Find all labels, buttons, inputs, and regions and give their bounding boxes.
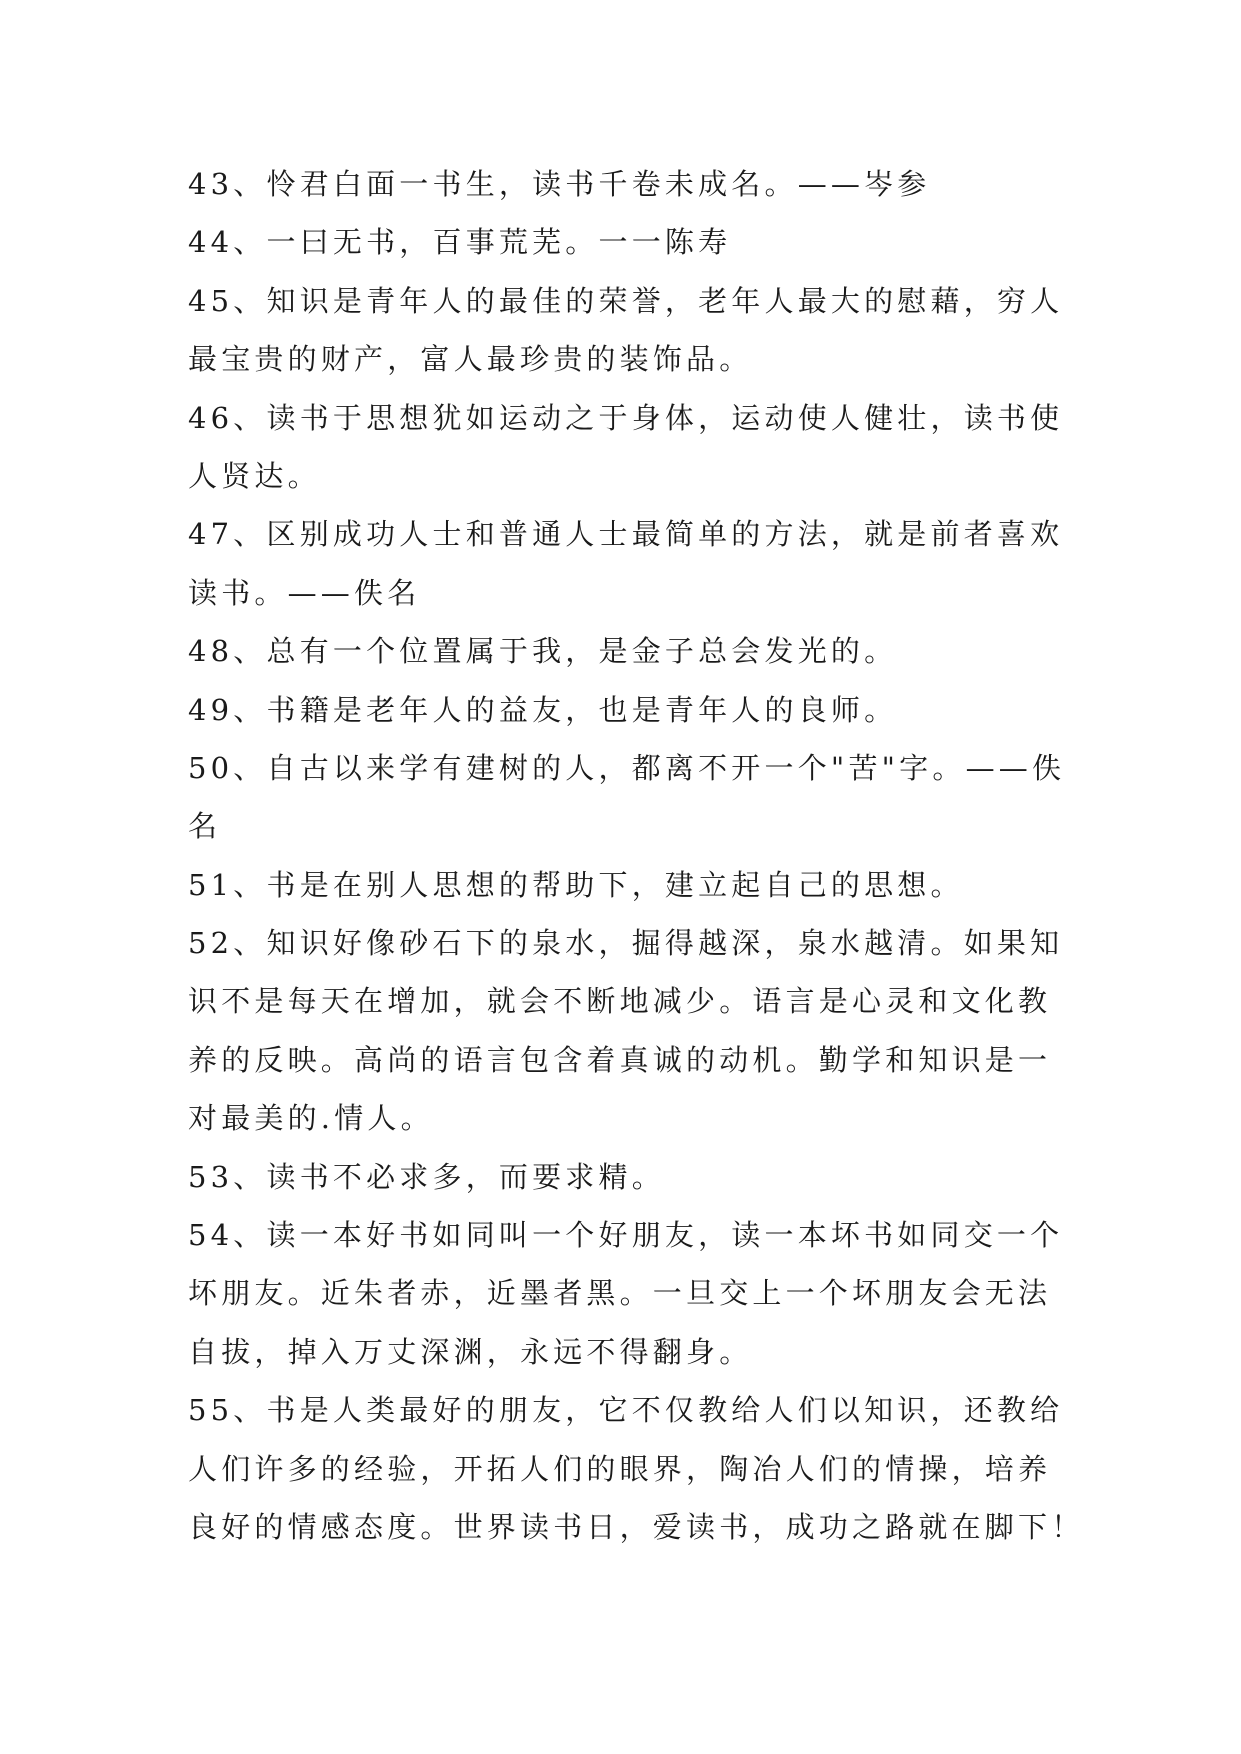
text-line: 48、总有一个位置属于我，是金子总会发光的。: [188, 634, 898, 669]
text-line: 名: [188, 809, 222, 844]
text-line: 自拔，掉入万丈深渊，永远不得翻身。: [188, 1334, 753, 1369]
text-line: 46、读书于思想犹如运动之于身体，运动使人健壮，读书使: [188, 400, 1064, 435]
text-line: 54、读一本好书如同叫一个好朋友，读一本坏书如同交一个: [188, 1218, 1064, 1253]
text-line: 47、区别成功人士和普通人士最简单的方法，就是前者喜欢: [188, 517, 1064, 552]
text-line: 50、自古以来学有建树的人，都离不开一个"苦"字。——佚: [188, 750, 1066, 785]
text-line: 读书。——佚名: [188, 575, 421, 610]
text-line: 49、书籍是老年人的益友，也是青年人的良师。: [188, 692, 898, 727]
text-line: 对最美的.情人。: [188, 1101, 434, 1136]
text-line: 53、读书不必求多，而要求精。: [188, 1159, 665, 1194]
text-line: 44、一曰无书，百事荒芜。一一陈寿: [188, 225, 732, 260]
text-line: 55、书是人类最好的朋友，它不仅教给人们以知识，还教给: [188, 1393, 1064, 1428]
text-line: 养的反映。高尚的语言包含着真诚的动机。勤学和知识是一: [188, 1042, 1052, 1077]
text-line: 51、书是在别人思想的帮助下，建立起自己的思想。: [188, 867, 964, 902]
text-line: 43、怜君白面一书生，读书千卷未成名。——岑参: [188, 167, 931, 201]
text-line: 人们许多的经验，开拓人们的眼界，陶冶人们的情操，培养: [188, 1451, 1052, 1486]
text-line: 45、知识是青年人的最佳的荣誉，老年人最大的慰藉，穷人: [188, 283, 1064, 318]
text-line: 良好的情感态度。世界读书日，爱读书，成功之路就在脚下！: [188, 1509, 1085, 1544]
text-line: 识不是每天在增加，就会不断地减少。语言是心灵和文化教: [188, 984, 1052, 1019]
document-body: [188, 155, 1085, 1556]
text-line: 最宝贵的财产，富人最珍贵的装饰品。: [188, 342, 753, 377]
text-line: 人贤达。: [188, 458, 321, 493]
text-line: 52、知识好像砂石下的泉水，掘得越深，泉水越清。如果知: [188, 926, 1064, 961]
text-line: 坏朋友。近朱者赤，近墨者黑。一旦交上一个坏朋友会无法: [188, 1276, 1052, 1311]
